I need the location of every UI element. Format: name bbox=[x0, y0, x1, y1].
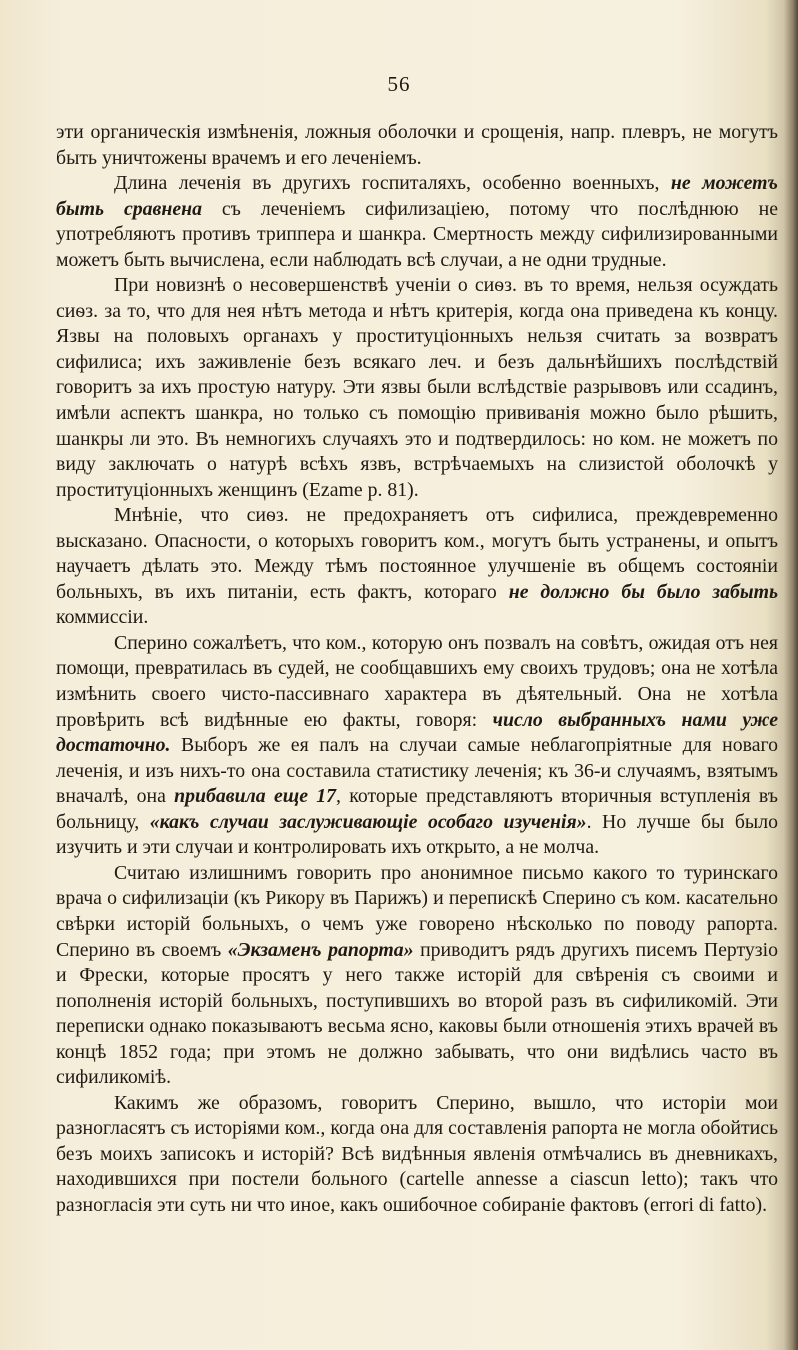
emphasized-text: «какъ случаи заслуживающіе особаго изученія» bbox=[149, 810, 587, 833]
text-run: При новизнѣ о несовершенствѣ ученіи о сиѳз. въ то время, нельзя осуждать сиѳз. за то, что для нея нѣтъ метода и нѣтъ критерія, когда она приведена къ концу. Язвы на половыхъ органахъ у проституціонныхъ нельзя считать за возвратъ сифилиса; ихъ заживленіе безъ всякаго леч. и безъ дальнѣйшихъ послѣдствій говоритъ за ихъ простую натуру. Эти язвы были вслѣдствіе разрывовъ или ссадинъ, имѣли аспектъ шанкра, но только съ помощію прививанія можно было рѣшить, шанкры ли это. Въ немногихъ случаяхъ это и подтвердилось: но ком. не можетъ по виду заключать о натурѣ всѣхъ язвъ, встрѣчаемыхъ на слизистой оболочкѣ у проституціонныхъ женщинъ (Ezame p. 81). bbox=[56, 274, 778, 501]
text-run: Считаю излишнимъ говорить про анонимное письмо какого то туринскаго врача о сифилизаціи (къ Рикору въ Парижъ) и перепискѣ Сперино съ ком. касательно свѣрки исторій больныхъ, о чемъ уже говорено нѣсколько по поводу рапорта. Сперино въ своемъ bbox=[56, 861, 778, 961]
body-text bbox=[56, 120, 778, 1219]
emphasized-text: прибавила еще 17 bbox=[174, 785, 337, 808]
text-run: Мнѣніе, что сиѳз. не предохраняетъ отъ сифилиса, преждевременно высказано. Опасности, о которыхъ говоритъ ком., могутъ быть устранены, и опытъ научаетъ дѣлать это. Между тѣмъ постоянное улучшеніе въ общемъ состояніи больныхъ, въ ихъ питаніи, есть фактъ, котораго bbox=[56, 504, 778, 603]
paragraph bbox=[56, 1091, 778, 1219]
paragraph bbox=[56, 631, 778, 861]
paragraph bbox=[56, 120, 778, 171]
emphasized-text: не должно бы было забыть bbox=[508, 580, 779, 603]
text-run: коммиссіи. bbox=[56, 606, 149, 629]
book-spine-shadow bbox=[784, 0, 798, 1350]
text-run: , которые представляютъ вторичныя вступленія въ больницу, bbox=[56, 785, 778, 833]
paragraph bbox=[56, 861, 778, 1091]
text-run: Длина леченія въ другихъ госпиталяхъ, особенно военныхъ, bbox=[114, 172, 671, 195]
paragraph bbox=[56, 503, 778, 631]
text-run: приводитъ рядъ другихъ писемъ Пертузіо и Фрески, которые просятъ у него также исторій для свѣренія съ своими и пополненія исторій больныхъ, поступившихъ во второй разъ въ сифиликомій. Эти переписки однако показываютъ весьма ясно, каковы были отношенія этихъ врачей въ концѣ 1852 года; при этомъ не должно забывать, что они видѣлись часто въ сифиликомiѣ. bbox=[56, 938, 778, 1089]
emphasized-text: число выбранныхъ нами уже достаточно. bbox=[56, 708, 778, 757]
emphasized-text: не можетъ быть сравнена bbox=[56, 172, 778, 220]
text-run: Сперино сожалѣетъ, что ком., которую онъ позвалъ на совѣтъ, ожидая отъ нея помощи, превратилась въ судей, не сообщавшихъ ему своихъ трудовъ; она не хотѣла измѣнить своего чисто-пассивнаго характера въ дѣятельный. Она не хотѣла провѣрить всѣ видѣнные ею факты, говоря: bbox=[56, 631, 778, 731]
paragraph bbox=[56, 171, 778, 273]
text-run: . Но лучше бы было изучить и эти случаи и контролировать ихъ открыто, а не молча. bbox=[56, 810, 778, 859]
text-run: съ леченіемъ сифилизаціею, потому что послѣднюю не употребляютъ противъ триппера и шанкра. Смертность между сифилизированными можетъ быть вычислена, если наблюдать всѣ случаи, а не одни трудные. bbox=[56, 197, 778, 271]
text-run: Выборъ же ея палъ на случаи самые неблагопріятные для новаго леченія, и изъ нихъ-то она составила статистику леченія; къ 36-и случаямъ, взятымъ вначалѣ, она bbox=[56, 734, 778, 808]
page-number: 56 bbox=[387, 72, 411, 96]
text-run: эти органическія измѣненія, ложныя оболочки и срощенія, напр. плевръ, не могутъ быть уничтожены врачемъ и его леченіемъ. bbox=[56, 121, 778, 169]
paragraph bbox=[56, 273, 778, 503]
text-run: Какимъ же образомъ, говоритъ Сперино, вышло, что исторіи мои разногласятъ съ исторіями ком., когда она для составленія рапорта не могла обойтись безъ моихъ записокъ и исторій? Всѣ видѣнныя явленія отмѣчались въ дневникахъ, находившихся при постели больного (cartelle annesse a ciascun letto); такъ что разногласія эти суть ни что иное, какъ ошибочное собираніе фактовъ (errori di fatto). bbox=[56, 1091, 778, 1216]
emphasized-text: «Экзаменъ рапорта» bbox=[227, 938, 414, 961]
